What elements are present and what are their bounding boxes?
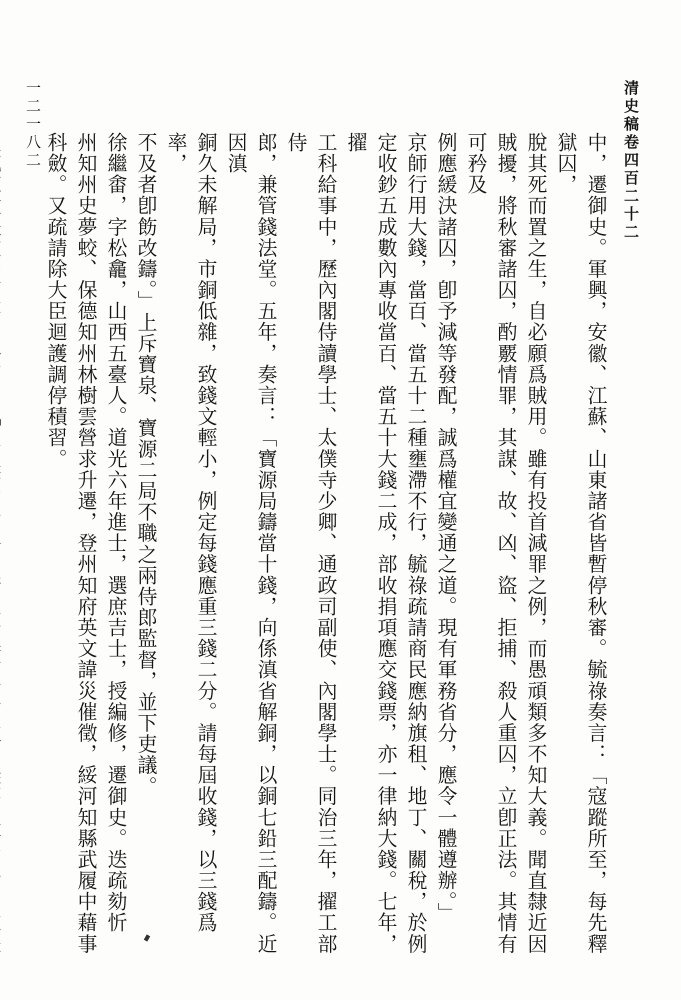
paragraph-3: 徐繼畬，字松龕，山西五臺人。道光六年進士，選庶吉士，授編修，遷御史。迭疏劾忻 州知州史夢蛟、保德知州林樹雲營求升遷，登州知府英文諱災催徵，綏河知縣武履中藉事 科斂。又疏請除大臣迴護調停積習。 bbox=[44, 132, 127, 955]
paragraph-2: 京師行用大錢，當百、當五十二種壅滯不行，毓祿疏請商民應納旗租、地丁、關稅，於例 定收鈔五成數內專收當百、當五十大錢二成，部收捐項應交錢票，亦一律納大錢。七年，擢 工科給事中，歷內閣侍讀學士、太僕寺少卿、通政司副使、內閣學士。同治三年，擢工部侍 郎，兼管錢法堂。五年，奏言：「寶源局鑄當十錢，向係滇省解銅，以銅七鉛三配鑄。近因滇 銅久未解局，市銅低雜，致錢文輕小，例定每錢應重三錢二分。請每屆收錢，以三錢爲率， 不及者卽飭改鑄。」上斥寶泉、寶源二局不職之兩侍郎監督，並下吏議。 bbox=[134, 132, 427, 955]
running-title: 清史稿卷四百二十二 bbox=[622, 80, 640, 242]
paragraph-4 bbox=[0, 132, 4, 962]
body-text bbox=[44, 132, 610, 962]
page-number: 一二一八二 bbox=[24, 80, 42, 170]
paragraph-1: 中，遷御史。軍興，安徽、江蘇、山東諸省皆暫停秋審。毓祿奏言：「寇蹤所至，每先釋獄囚， 脫其死而置之生，自必願爲賊用。雖有投首減罪之例，而愚頑類多不知大義。聞直隸近因 賊擾，將秋審諸囚，酌覈情罪，其謀、故、凶、盜、拒捕、殺人重囚，立卽正法。其情有可矜及 例應緩決諸囚，卽予減等發配，誠爲權宜變通之道。現有軍務省分，應令一體遵辦。」 bbox=[434, 132, 607, 955]
